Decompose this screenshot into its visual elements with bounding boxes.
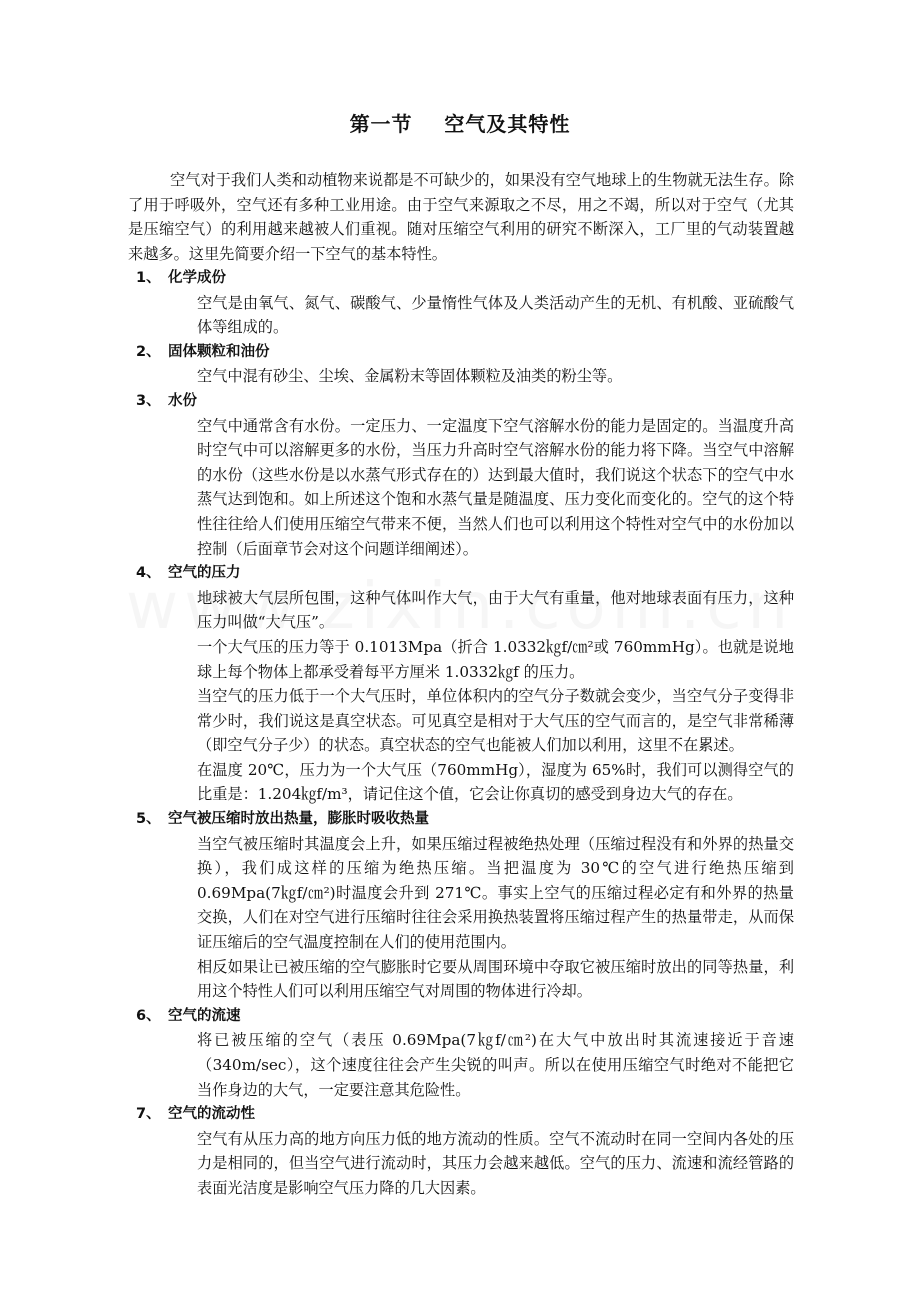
section-4 [128,561,794,807]
section-paragraph: 在温度 20℃，压力为一个大气压（760mmHg），湿度为 65%时，我们可以测得空气的比重是：1.204㎏f/m³，请记住这个值，它会让你真切的感受到身边大气的存在。 [197,760,794,804]
section-heading [128,1004,794,1029]
section-6 [128,1004,794,1102]
section-number: 4、 [136,565,161,582]
section-paragraph: 空气是由氧气、氮气、碳酸气、少量惰性气体及人类活动产生的无机、有机酸、亚硫酸气体等组成的。 [197,293,794,337]
section-paragraph: 将已被压缩的空气（表压 0.69Mpa(7㎏f/㎝²)在大气中放出时其流速接近于音速（340m/sec），这个速度往往会产生尖锐的叫声。所以在使用压缩空气时绝对不能把它当作身边的大气，一定要注意其危险性。 [197,1031,794,1099]
section-heading-text: 空气的流速 [168,1007,241,1024]
section-heading [128,807,794,832]
section-paragraph: 地球被大气层所包围，这种气体叫作大气，由于大气有重量，他对地球表面有压力，这种压力叫做“大气压”。 [197,588,794,632]
section-paragraph: 当空气的压力低于一个大气压时，单位体积内的空气分子数就会变少，当空气分子变得非常少时，我们说这是真空状态。可见真空是相对于大气压的空气而言的，是空气非常稀薄（即空气分子少）的状态。真空状态的空气也能被人们加以利用，这里不在累述。 [197,687,794,755]
section-number: 6、 [136,1007,161,1024]
section-5 [128,807,794,1004]
section-1 [128,266,794,340]
section-heading-text: 空气被压缩时放出热量，膨胀时吸收热量 [168,811,429,828]
section-number: 1、 [136,270,161,286]
section-2 [128,340,794,389]
section-heading-text: 固体颗粒和油份 [168,343,270,360]
section-paragraph: 空气中混有砂尘、尘埃、金属粉末等固体颗粒及油类的粉尘等。 [197,367,623,386]
section-7 [128,1102,794,1200]
section-paragraph: 相反如果让已被压缩的空气膨胀时它要从周围环境中夺取它被压缩时放出的同等热量，利用这个特性人们可以利用压缩空气对周围的物体进行冷却。 [197,957,794,1001]
section-heading-text: 水份 [168,392,197,409]
section-heading [128,340,794,365]
section-3 [128,389,794,561]
section-heading [128,266,794,291]
section-heading-text: 空气的流动性 [168,1106,255,1123]
section-number: 3、 [136,392,161,409]
section-heading [128,561,794,586]
intro-paragraph: 空气对于我们人类和动植物来说都是不可缺少的，如果没有空气地球上的生物就无法生存。除了用于呼吸外，空气还有多种工业用途。由于空气来源取之不尽，用之不竭，所以对于空气（尤其是压缩空气）的利用越来越被人们重视。随对压缩空气利用的研究不断深入，工厂里的气动装置越来越多。这里先简要介绍一下空气的基本特性。 [128,171,794,263]
section-paragraph: 一个大气压的压力等于 0.1013Mpa（折合 1.0332㎏f/㎝²或 760mmHg）。也就是说地球上每个物体上都承受着每平方厘米 1.0332㎏f 的压力。 [197,637,794,681]
section-heading-text: 化学成份 [168,270,226,286]
section-heading [128,1102,794,1127]
section-paragraph: 空气有从压力高的地方向压力低的地方流动的性质。空气不流动时在同一空间内各处的压力是相同的，但当空气进行流动时，其压力会越来越低。空气的压力、流速和流经管路的表面光洁度是影响空气压力降的几大因素。 [197,1129,794,1197]
section-paragraph: 当空气被压缩时其温度会上升，如果压缩过程被绝热处理（压缩过程没有和外界的热量交换），我们成这样的压缩为绝热压缩。当把温度为 30℃的空气进行绝热压缩到 0.69Mpa(7㎏f/㎝²)时温度会升到 271℃。事实上空气的压缩过程必定有和外界的热量交换，人们在对空气进行压缩时往往会采用换热装置将压缩过程产生的热量带走，从而保证压缩后的空气温度控制在人们的使用范围内。 [197,834,794,952]
section-number: 2、 [136,343,161,360]
section-paragraph: 空气中通常含有水份。一定压力、一定温度下空气溶解水份的能力是固定的。当温度升高时空气中可以溶解更多的水份，当压力升高时空气溶解水份的能力将下降。当空气中溶解的水份（这些水份是以水蒸气形式存在的）达到最大值时，我们说这个状态下的空气中水蒸气达到饱和。如上所述这个饱和水蒸气量是随温度、压力变化而变化的。空气的这个特性往往给人们使用压缩空气带来不便，当然人们也可以利用这个特性对空气中的水份加以控制（后面章节会对这个问题详细阐述）。 [197,416,794,558]
section-number: 7、 [136,1106,161,1123]
section-heading-text: 空气的压力 [168,565,241,582]
section-number: 5、 [136,811,161,828]
page-title: 第一节 空气及其特性 [349,112,571,136]
section-heading [128,389,794,414]
sections-list [128,266,794,1201]
